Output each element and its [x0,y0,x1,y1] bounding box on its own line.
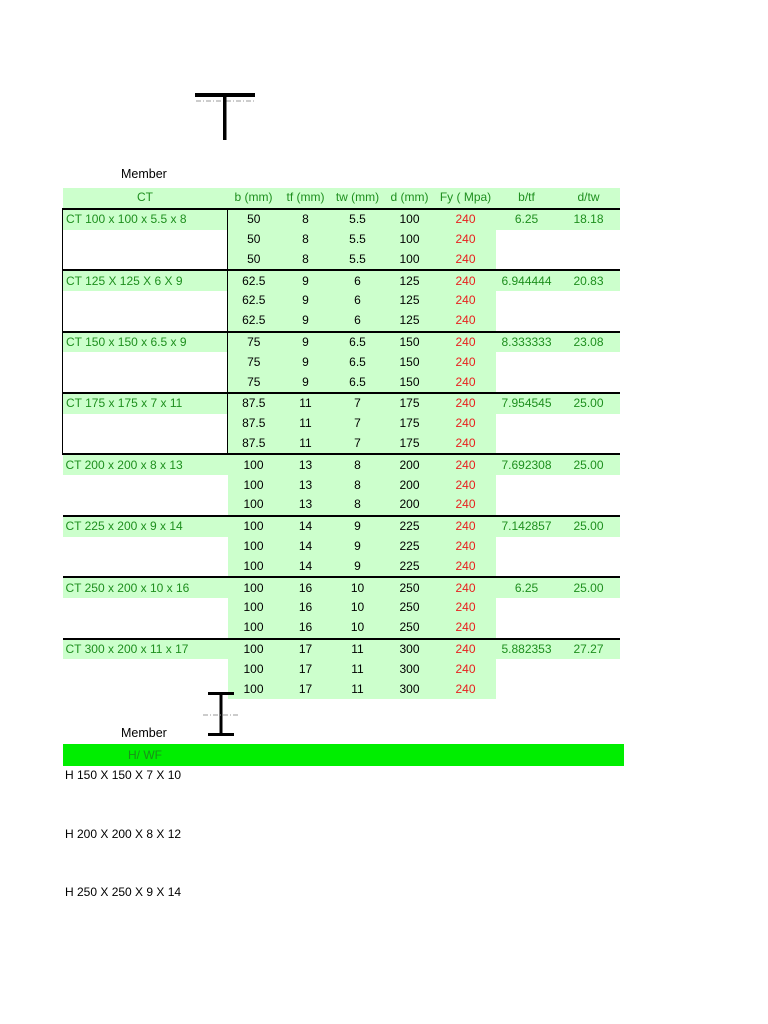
cell-d: 100 [384,230,436,250]
cell-d-tw [558,618,620,639]
cell-fy: 240 [436,537,496,557]
cell-fy: 240 [436,209,496,230]
ct-properties-table [62,188,620,699]
cell-tf: 9 [280,311,332,332]
cell-tf: 16 [280,577,332,598]
cell-b: 50 [228,249,280,270]
cell-b: 100 [228,577,280,598]
member-empty-cell [63,556,228,577]
hwf-header: H/ WF [128,748,162,762]
cell-b-tf [496,598,558,618]
cell-b: 100 [228,618,280,639]
table-row [63,414,620,434]
cell-b: 50 [228,209,280,230]
cell-b: 100 [228,475,280,495]
cell-tf: 9 [280,352,332,372]
header-tw: tw (mm) [332,188,384,209]
cell-fy: 240 [436,270,496,291]
cell-b-tf [496,372,558,393]
table-row [63,352,620,372]
cell-d: 200 [384,454,436,475]
cell-tf: 8 [280,230,332,250]
table-row [63,659,620,679]
cell-fy: 240 [436,516,496,537]
cell-tf: 9 [280,332,332,353]
cell-tw: 5.5 [332,249,384,270]
cell-d-tw [558,659,620,679]
cell-d: 175 [384,414,436,434]
cell-fy: 240 [436,679,496,699]
cell-d: 150 [384,372,436,393]
cell-tf: 14 [280,537,332,557]
cell-tf: 13 [280,495,332,516]
cell-tw: 10 [332,577,384,598]
cell-d-tw [558,434,620,455]
cell-tw: 6.5 [332,352,384,372]
cell-b: 100 [228,598,280,618]
member-empty-cell [63,495,228,516]
cell-d-tw [558,230,620,250]
cell-b: 87.5 [228,414,280,434]
cell-d-tw: 25.00 [558,393,620,414]
cell-tf: 9 [280,270,332,291]
cell-d-tw [558,475,620,495]
cell-fy: 240 [436,577,496,598]
header-member: CT [63,188,228,209]
cell-b: 100 [228,537,280,557]
cell-b: 100 [228,495,280,516]
hwf-member-label: Member [121,726,167,740]
h-member-item: H 200 X 200 X 8 X 12 [65,827,182,841]
cell-tw: 5.5 [332,209,384,230]
cell-d-tw [558,372,620,393]
cell-tw: 5.5 [332,230,384,250]
table-header-row [63,188,620,209]
ct-member-label: Member [121,167,167,181]
table-row [63,618,620,639]
cell-tw: 8 [332,454,384,475]
cell-tw: 6.5 [332,372,384,393]
cell-d: 225 [384,556,436,577]
cell-d-tw: 18.18 [558,209,620,230]
cell-b: 100 [228,679,280,699]
cell-d: 100 [384,209,436,230]
cell-b-tf: 6.25 [496,577,558,598]
cell-tw: 6 [332,311,384,332]
cell-fy: 240 [436,352,496,372]
cell-fy: 240 [436,291,496,311]
table-row [63,556,620,577]
cell-tf: 8 [280,209,332,230]
table-row [63,434,620,455]
cell-d-tw [558,598,620,618]
cell-b: 62.5 [228,270,280,291]
cell-b-tf: 6.25 [496,209,558,230]
table-row [63,495,620,516]
table-row [63,516,620,537]
member-empty-cell [63,352,228,372]
t-section-icon [190,88,260,144]
cell-tw: 7 [332,393,384,414]
cell-b-tf [496,311,558,332]
table-row [63,209,620,230]
cell-tw: 11 [332,659,384,679]
table-row [63,598,620,618]
cell-d-tw [558,537,620,557]
table-row [63,270,620,291]
member-empty-cell [63,249,228,270]
cell-tf: 16 [280,618,332,639]
cell-d-tw: 27.27 [558,639,620,660]
cell-b: 75 [228,352,280,372]
cell-fy: 240 [436,475,496,495]
table-row [63,249,620,270]
cell-d-tw [558,311,620,332]
cell-d-tw [558,556,620,577]
member-empty-cell [63,475,228,495]
member-empty-cell [63,598,228,618]
cell-fy: 240 [436,659,496,679]
cell-tf: 11 [280,393,332,414]
cell-fy: 240 [436,556,496,577]
cell-tf: 8 [280,249,332,270]
cell-tf: 9 [280,372,332,393]
cell-d-tw: 20.83 [558,270,620,291]
cell-tw: 6 [332,270,384,291]
cell-d: 125 [384,311,436,332]
cell-d: 175 [384,434,436,455]
member-empty-cell [63,311,228,332]
member-empty-cell [63,659,228,679]
cell-b-tf [496,352,558,372]
member-empty-cell [63,372,228,393]
member-name-cell: CT 125 X 125 X 6 X 9 [63,270,228,291]
cell-d: 100 [384,249,436,270]
cell-tf: 11 [280,434,332,455]
cell-b: 62.5 [228,311,280,332]
table-row [63,639,620,660]
cell-d: 300 [384,639,436,660]
cell-b-tf [496,414,558,434]
cell-tf: 17 [280,639,332,660]
member-empty-cell [63,618,228,639]
cell-d-tw [558,414,620,434]
cell-tf: 13 [280,475,332,495]
cell-tf: 11 [280,414,332,434]
cell-b-tf [496,495,558,516]
table-row [63,332,620,353]
cell-tw: 10 [332,598,384,618]
cell-b: 100 [228,556,280,577]
member-name-cell: CT 250 x 200 x 10 x 16 [63,577,228,598]
table-row [63,291,620,311]
cell-d-tw: 23.08 [558,332,620,353]
cell-fy: 240 [436,598,496,618]
header-d-tw: d/tw [558,188,620,209]
cell-b: 100 [228,454,280,475]
cell-b-tf: 7.954545 [496,393,558,414]
member-empty-cell [63,414,228,434]
cell-b: 87.5 [228,393,280,414]
cell-fy: 240 [436,230,496,250]
member-name-cell: CT 100 x 100 x 5.5 x 8 [63,209,228,230]
header-tf: tf (mm) [280,188,332,209]
cell-d: 175 [384,393,436,414]
member-empty-cell [63,434,228,455]
cell-b: 100 [228,516,280,537]
cell-d-tw [558,679,620,699]
cell-fy: 240 [436,618,496,639]
cell-fy: 240 [436,495,496,516]
cell-fy: 240 [436,332,496,353]
member-name-cell: CT 225 x 200 x 9 x 14 [63,516,228,537]
cell-tf: 17 [280,679,332,699]
cell-d-tw: 25.00 [558,577,620,598]
cell-tf: 17 [280,659,332,679]
table-row [63,230,620,250]
header-d: d (mm) [384,188,436,209]
cell-d: 125 [384,291,436,311]
cell-b-tf: 7.692308 [496,454,558,475]
member-name-cell: CT 200 x 200 x 8 x 13 [63,454,228,475]
cell-d: 300 [384,659,436,679]
cell-fy: 240 [436,393,496,414]
cell-d: 200 [384,495,436,516]
h-member-item: H 250 X 250 X 9 X 14 [65,885,182,899]
cell-b: 50 [228,230,280,250]
cell-tf: 14 [280,556,332,577]
cell-d: 250 [384,618,436,639]
cell-d-tw [558,352,620,372]
member-name-cell: CT 300 x 200 x 11 x 17 [63,639,228,660]
cell-b-tf [496,434,558,455]
cell-b-tf [496,249,558,270]
cell-tw: 11 [332,679,384,699]
header-fy: Fy ( Mpa) [436,188,496,209]
cell-b: 100 [228,659,280,679]
header-b-tf: b/tf [496,188,558,209]
table-row [63,679,620,699]
h-member-item: H 150 X 150 X 7 X 10 [65,768,182,782]
cell-b-tf [496,537,558,557]
cell-d: 225 [384,516,436,537]
cell-d: 225 [384,537,436,557]
cell-b-tf [496,230,558,250]
cell-d-tw [558,249,620,270]
cell-tf: 16 [280,598,332,618]
hwf-header-bar [63,744,624,766]
cell-b: 100 [228,639,280,660]
cell-fy: 240 [436,639,496,660]
cell-tw: 7 [332,434,384,455]
cell-fy: 240 [436,454,496,475]
cell-b-tf [496,679,558,699]
cell-b: 75 [228,332,280,353]
cell-d: 250 [384,577,436,598]
member-name-cell: CT 175 x 175 x 7 x 11 [63,393,228,414]
cell-b-tf: 6.944444 [496,270,558,291]
cell-d: 250 [384,598,436,618]
cell-tf: 13 [280,454,332,475]
cell-b-tf: 8.333333 [496,332,558,353]
cell-d: 150 [384,352,436,372]
cell-b-tf [496,618,558,639]
cell-d-tw: 25.00 [558,516,620,537]
cell-d: 150 [384,332,436,353]
cell-tf: 9 [280,291,332,311]
cell-tw: 9 [332,537,384,557]
cell-fy: 240 [436,434,496,455]
cell-tw: 6.5 [332,332,384,353]
cell-b-tf [496,556,558,577]
cell-d: 125 [384,270,436,291]
cell-d: 300 [384,679,436,699]
cell-b-tf [496,291,558,311]
table-row [63,537,620,557]
header-b: b (mm) [228,188,280,209]
cell-b: 87.5 [228,434,280,455]
cell-d: 200 [384,475,436,495]
member-empty-cell [63,537,228,557]
cell-fy: 240 [436,372,496,393]
table-row [63,454,620,475]
member-empty-cell [63,291,228,311]
cell-b-tf: 5.882353 [496,639,558,660]
cell-tw: 9 [332,556,384,577]
member-empty-cell [63,230,228,250]
cell-tw: 7 [332,414,384,434]
table-row [63,475,620,495]
cell-d-tw: 25.00 [558,454,620,475]
cell-b-tf: 7.142857 [496,516,558,537]
cell-tw: 8 [332,475,384,495]
cell-d-tw [558,495,620,516]
cell-b-tf [496,659,558,679]
table-row [63,372,620,393]
cell-b: 75 [228,372,280,393]
cell-tw: 6 [332,291,384,311]
cell-b: 62.5 [228,291,280,311]
cell-fy: 240 [436,249,496,270]
cell-tw: 11 [332,639,384,660]
table-row [63,393,620,414]
cell-tw: 9 [332,516,384,537]
cell-fy: 240 [436,414,496,434]
cell-tw: 8 [332,495,384,516]
cell-fy: 240 [436,311,496,332]
cell-b-tf [496,475,558,495]
cell-d-tw [558,291,620,311]
cell-tf: 14 [280,516,332,537]
cell-tw: 10 [332,618,384,639]
member-name-cell: CT 150 x 150 x 6.5 x 9 [63,332,228,353]
table-row [63,577,620,598]
table-row [63,311,620,332]
i-section-icon [200,688,242,740]
